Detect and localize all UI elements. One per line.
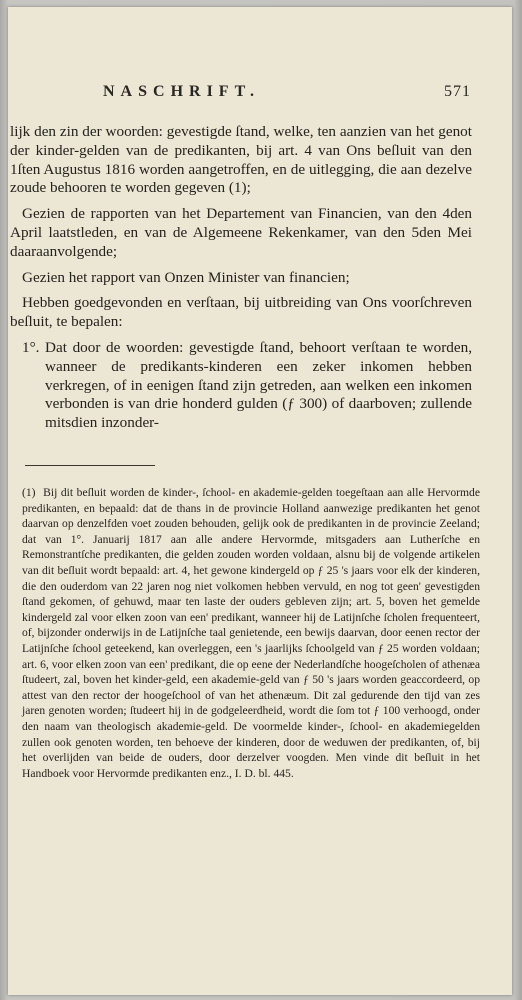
page-number: 571 [444, 83, 471, 100]
main-text [10, 123, 472, 433]
numbered-item-1 [10, 339, 472, 433]
running-title: NASCHRIFT. [103, 83, 261, 100]
running-head [103, 83, 471, 105]
paragraph-besluit: Hebben goedgevonden en verſtaan, bij uitbreiding van Ons voorſchreven beſluit, te bepalen: [10, 294, 472, 331]
footnote-rule [25, 465, 155, 466]
paragraph-continuation: lijk den zin der woorden: gevestigde ſtand, welke, ten aanzien van het genot der kinder-gelden van de predikanten, bij art. 4 van Ons beſluit van den 1ſten Augustus 1816 worden aangetroffen, en de uitlegging, die aan dezelve zoude behooren te worden gegeven (1); [10, 123, 472, 197]
item-text: Dat door de woorden: gevestigde ſtand, behoort verſtaan te worden, wanneer de predikants-kinderen een zeker inkomen hebben verkregen, of in eenigen ſtand zijn getreden, aan welken een inkomen verbonden is van drie honderd gulden (ƒ 300) of daarboven; zullende mitsdien inzonder- [45, 338, 472, 432]
footnote-text: Bij dit beſluit worden de kinder-, ſchool- en akademie-gelden toegeſtaan aan alle Hervormde predikanten, en bepaald: dat de thans in de provincie Holland aanwezige predikanten het genot daarvan op denzelfden voet zouden behouden, gelijk ook de predikanten in de provincie Zeeland; dat van 1°. Januarij 1817 aan alle andere Hervormde, mitsgaders aan Lutherſche en Remonstrantſche predikanten, die gelden zouden worden voldaan, alsnu bij de volgende artikelen van dit beſluit wordt bepaald: art. 4, het gewone kindergeld op ƒ 25 's jaars voor elk der kinderen, die den ouderdom van 22 jaren nog niet volkomen hebben vervuld, en nog tot geen' gevestigden ſtand gekomen, of gehuwd, maar ten laste der ouders gebleven zijn; art. 5, boven het gemelde kindergeld zal voor elken zoon van een' predikant, wanneer hij de Latijnſche ſcholen frequenteert, of, bijzonder onderwijs in de Latijnſche taal genietende, een bewijs daarvan, door eenen rector der Latijnſche ſchool geteekend, kan overleggen, een 's jaarlijks ſchoolgeld van ƒ 25 worden voldaan; art. 6, voor elken zoon van een' predikant, die op eene der Nederlandſche hoogeſcholen of athenæa ſtudeert, zal, boven het kinder-geld, een akademie-geld van ƒ 50 's jaars worden geaccordeerd, op attest van den rector der hoogeſchool of van het athenæum. Dit zal gedurende den tijd van zes jaren genoten worden; ſtudeert hij in de godgeleerdheid, wordt die ſom tot ƒ 100 verhoogd, onder den naam van theologisch akademie-geld. De voormelde kinder-, ſchool- en akademiegelden zullen ook genoten worden, ten behoeve der kinderen, door de weduwen der predikanten, of, bij het overlijden van beide de ouders, door derzelver voogden. Men vinde dit beſluit in het Handboek voor Hervormde predikanten enz., I. D. bl. 445. [22, 486, 480, 780]
item-marker: 1°. [22, 338, 40, 356]
footnote-marker: (1) [22, 486, 36, 499]
paragraph-rapporten: Gezien de rapporten van het Departement van Financien, van den 4den April laatstleden, en van de Algemeene Rekenkamer, van den 5den Mei daaraanvolgende; [10, 205, 472, 260]
paragraph-minister: Gezien het rapport van Onzen Minister van financien; [22, 268, 350, 286]
footnote [22, 485, 480, 781]
